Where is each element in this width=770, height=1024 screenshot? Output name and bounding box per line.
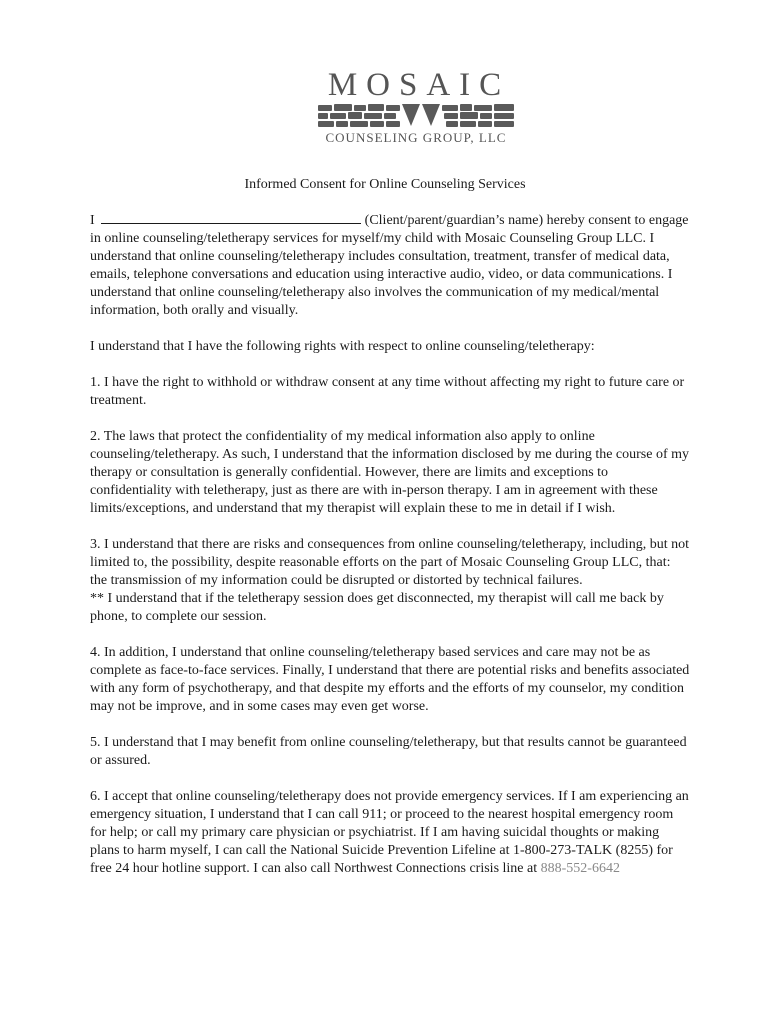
mosaic-tiles-icon	[318, 104, 514, 128]
right-item-1: 1. I have the right to withhold or withdraw consent at any time without affecting my right to future care or treatment.	[90, 375, 685, 408]
logo-title: MOSAIC	[327, 67, 511, 103]
document-title: Informed Consent for Online Counseling Services	[244, 177, 526, 192]
consent-text: (Client/parent/guardian’s name) hereby consent to engage in online counseling/teletherapy services for myself/my child with Mosaic Counseling Group LLC. I understand that online counseling/teletherapy includes consultation, treatment, transfer of medical data, emails, telephone conversations and education using interactive audio, video, or data communications. I understand that online counseling/teletherapy also involves the communication of my medical/mental information, both orally and visually.	[90, 213, 689, 318]
consent-paragraph	[90, 210, 690, 320]
consent-start: I	[90, 213, 95, 228]
right-item-5: 5. I understand that I may benefit from online counseling/teletherapy, but that results cannot be guaranteed or assured.	[90, 735, 687, 768]
company-logo	[312, 68, 520, 146]
right-item-3	[90, 536, 690, 626]
logo-subtitle: COUNSELING GROUP, LLC	[325, 130, 507, 145]
right-item-3-text: 3. I understand that there are risks and consequences from online counseling/teletherapy, including, but not limited to, the possibility, despite reasonable efforts on the part of Mosaic Counseling Group LLC, that: the transmission of my information could be disrupted or distorted by technical failures.	[90, 537, 689, 588]
document-body	[90, 210, 690, 896]
right-item-4: 4. In addition, I understand that online counseling/teletherapy based services and care may not be as complete as face-to-face services. Finally, I understand that there are potential risks and benefits associated with any form of psychotherapy, and that despite my efforts and the efforts of my counselor, my condition may not be improve, and in some cases may even get worse.	[90, 645, 690, 714]
rights-intro: I understand that I have the following rights with respect to online counseling/teletherapy:	[90, 339, 595, 354]
right-item-2: 2. The laws that protect the confidentiality of my medical information also apply to online counseling/teletherapy. As such, I understand that the information disclosed by me during the course of my therapy or consultation is generally confidential. However, there are limits and exceptions to confidentiality with teletherapy, just as there are with in-person therapy. I am in agreement with these limits/exceptions, and understand that my therapist will explain these to me in detail if I wish.	[90, 429, 690, 516]
crisis-phone-number[interactable]: 888-552-6642	[540, 861, 620, 876]
right-item-6	[90, 788, 690, 878]
right-item-6-text: 6. I accept that online counseling/teletherapy does not provide emergency services. If I am experiencing an emergency situation, I understand that I can call 911; or proceed to the nearest hospital emergency room for help; or call my primary care physician or psychiatrist. If I am having suicidal thoughts or making plans to harm myself, I can call the National Suicide Prevention Lifeline at 1-800-273-TALK (8255) for free 24 hour hotline support. I can also call Northwest Connections crisis line at	[90, 789, 689, 876]
client-name-blank[interactable]	[101, 210, 361, 224]
right-item-3-note: ** I understand that if the teletherapy session does get disconnected, my therapist will call me back by phone, to complete our session.	[90, 591, 664, 624]
